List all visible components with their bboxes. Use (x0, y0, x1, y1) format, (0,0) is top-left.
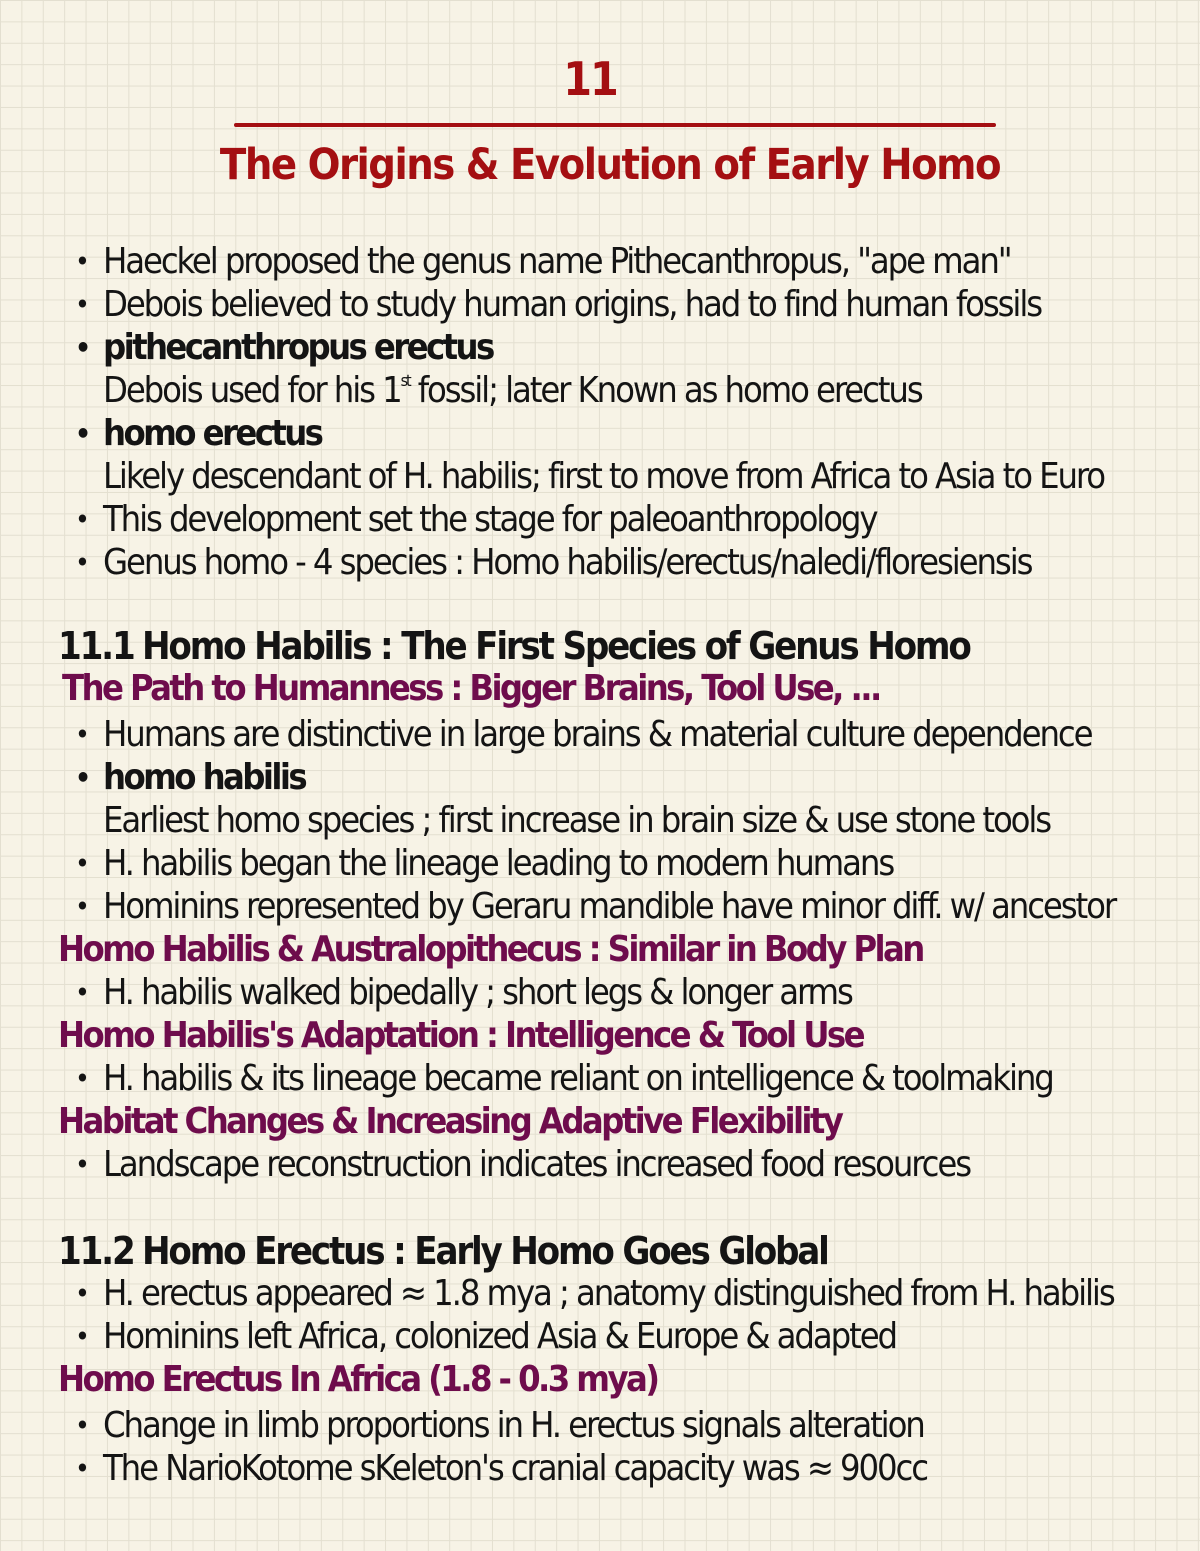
s111-bullet-1: • Humans are distinctive in large brains & material culture dependence (103, 714, 1091, 756)
section-title: Homo Erectus : Early Homo Goes Global (142, 1229, 828, 1273)
subheading-adaptation: Homo Habilis's Adaptation : Intelligence & Tool Use (58, 1015, 863, 1056)
subheading-body-plan: Homo Habilis & Australopithecus : Similar in Body Plan (58, 929, 923, 970)
definition-text: Debois used for his 1 (103, 370, 401, 411)
intro-term-homo-erectus: • homo erectus (103, 413, 321, 455)
intro-definition-homo-erectus: Likely descendant of H. habilis; first to move from Africa to Asia to Euro (103, 456, 1105, 497)
s111-term-homo-habilis: • homo habilis (103, 757, 305, 799)
subheading-path-to-humanness: The Path to Humanness : Bigger Brains, Tool Use, ... (62, 668, 880, 709)
s111-bullet-4: • Hominins represented by Geraru mandible have minor diff. w/ ancestor (103, 886, 1115, 928)
s111-bullet-landscape: • Landscape reconstruction indicates increased food resources (103, 1144, 970, 1186)
s111-bullet-toolmaking: • H. habilis & its lineage became reliant on intelligence & toolmaking (103, 1058, 1053, 1100)
chapter-title: The Origins & Evolution of Early Homo (219, 140, 1001, 190)
section-number: 11.1 (58, 624, 134, 668)
s112-bullet-nariokotome: • The NarioKotome sKeleton's cranial capacity was ≈ 900cc (103, 1448, 927, 1490)
subheading-habitat: Habitat Changes & Increasing Adaptive Flexibility (58, 1101, 842, 1142)
s112-bullet-limb: • Change in limb proportions in H. erectus signals alteration (103, 1405, 924, 1447)
subheading-erectus-africa: Homo Erectus In Africa (1.8 - 0.3 mya) (58, 1359, 658, 1400)
section-heading-11-1 (58, 625, 970, 667)
intro-bullet-2: • Debois believed to study human origins, had to find human fossils (103, 284, 1041, 326)
chapter-number: 11 (563, 52, 617, 106)
intro-bullet-6: • Genus homo - 4 species : Homo habilis/erectus/naledi/floresiensis (103, 542, 1031, 584)
intro-bullet-1: • Haeckel proposed the genus name Pithecanthropus, "ape man" (103, 241, 1011, 283)
s111-bullet-3: • H. habilis began the lineage leading to modern humans (103, 843, 893, 885)
intro-term-pithecanthropus: • pithecanthropus erectus (103, 327, 493, 369)
ordinal-suffix: st (400, 371, 410, 390)
section-heading-11-2 (58, 1230, 828, 1272)
definition-text-cont: fossil; later Known as homo erectus (409, 370, 922, 411)
section-number: 11.2 (58, 1229, 134, 1273)
section-title: Homo Habilis : The First Species of Genus Homo (142, 624, 970, 668)
s111-definition-homo-habilis: Earliest homo species ; first increase in brain size & use stone tools (103, 800, 1051, 841)
s112-bullet-2: • Hominins left Africa, colonized Asia & Europe & adapted (103, 1316, 896, 1358)
s112-bullet-1: • H. erectus appeared ≈ 1.8 mya ; anatomy distinguished from H. habilis (103, 1273, 1114, 1315)
intro-definition-pithecanthropus (103, 370, 922, 412)
s111-bullet-bipedal: • H. habilis walked bipedally ; short legs & longer arms (103, 972, 852, 1014)
title-underline (234, 123, 996, 127)
intro-bullet-5: • This development set the stage for paleoanthropology (103, 499, 876, 541)
